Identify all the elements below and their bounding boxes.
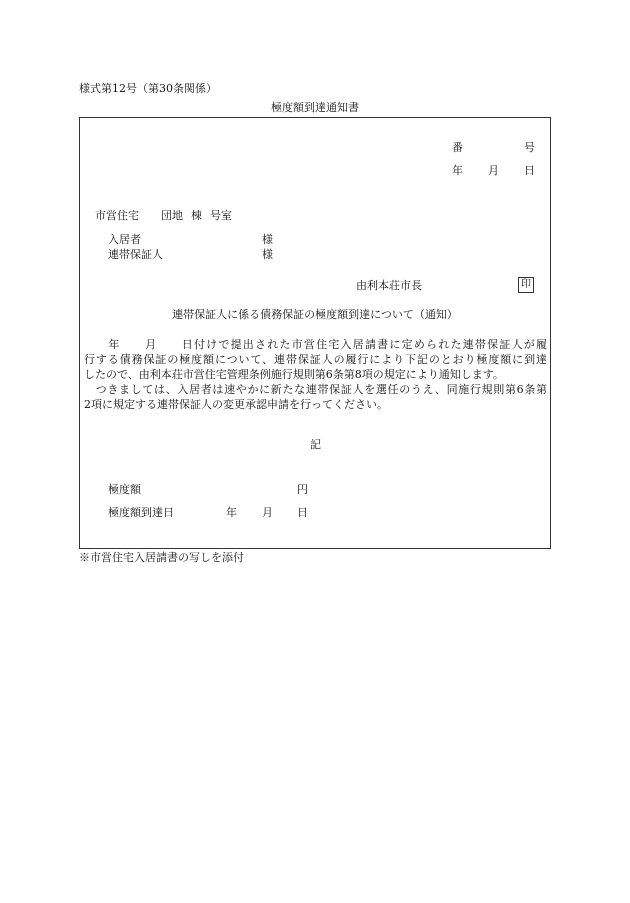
room-label: 号室 xyxy=(210,209,232,222)
reached-year-label: 年 xyxy=(226,506,237,519)
form-number-label: 様式第12号（第30条関係） xyxy=(79,82,217,95)
building-label: 棟 xyxy=(191,209,202,222)
resident-label: 入居者 xyxy=(108,233,141,246)
reached-day-label: 日 xyxy=(297,506,308,519)
body-line-3: したので、由利本荘市営住宅管理条例施行規則第6条第8項の規定により通知します。 xyxy=(84,368,504,381)
guarantor-label: 連帯保証人 xyxy=(108,248,163,261)
document-frame xyxy=(79,117,551,549)
limit-amount-unit: 円 xyxy=(297,483,308,496)
reached-month-label: 月 xyxy=(262,506,273,519)
issue-day-label: 日 xyxy=(524,164,535,177)
limit-amount-label: 極度額 xyxy=(108,483,141,496)
number-ban-label: 番 xyxy=(452,141,463,154)
record-heading: 記 xyxy=(310,438,321,451)
resident-honorific: 様 xyxy=(262,233,273,246)
body-line-1: 年 月 日付けで提出された市営住宅入居請書に定められた連帯保証人が履 xyxy=(84,338,547,351)
number-go-label: 号 xyxy=(524,141,535,154)
official-seal-box: 印 xyxy=(518,277,534,293)
danchi-label: 団地 xyxy=(161,209,183,222)
issue-month-label: 月 xyxy=(488,164,499,177)
limit-reached-date-label: 極度額到達日 xyxy=(108,506,174,519)
document-title: 極度額到達通知書 xyxy=(271,101,359,114)
body-line-4: つきましては、入居者は速やかに新たな連帯保証人を選任のうえ、同施行規則第6条第 xyxy=(84,383,547,396)
housing-address xyxy=(95,209,232,222)
issue-year-label: 年 xyxy=(452,164,463,177)
mayor-title: 由利本荘市長 xyxy=(356,279,422,292)
housing-label: 市営住宅 xyxy=(95,209,139,222)
notice-body xyxy=(84,337,547,412)
body-line-2: 行する債務保証の極度額について、連帯保証人の履行により下記のとおり極度額に到達 xyxy=(84,353,547,366)
body-line-5: 2項に規定する連帯保証人の変更承認申請を行ってください。 xyxy=(84,398,388,411)
notice-subject: 連帯保証人に係る債務保証の極度額到達について（通知） xyxy=(172,308,458,321)
attachment-footnote: ※市営住宅入居請書の写しを添付 xyxy=(79,551,244,564)
guarantor-honorific: 様 xyxy=(262,248,273,261)
